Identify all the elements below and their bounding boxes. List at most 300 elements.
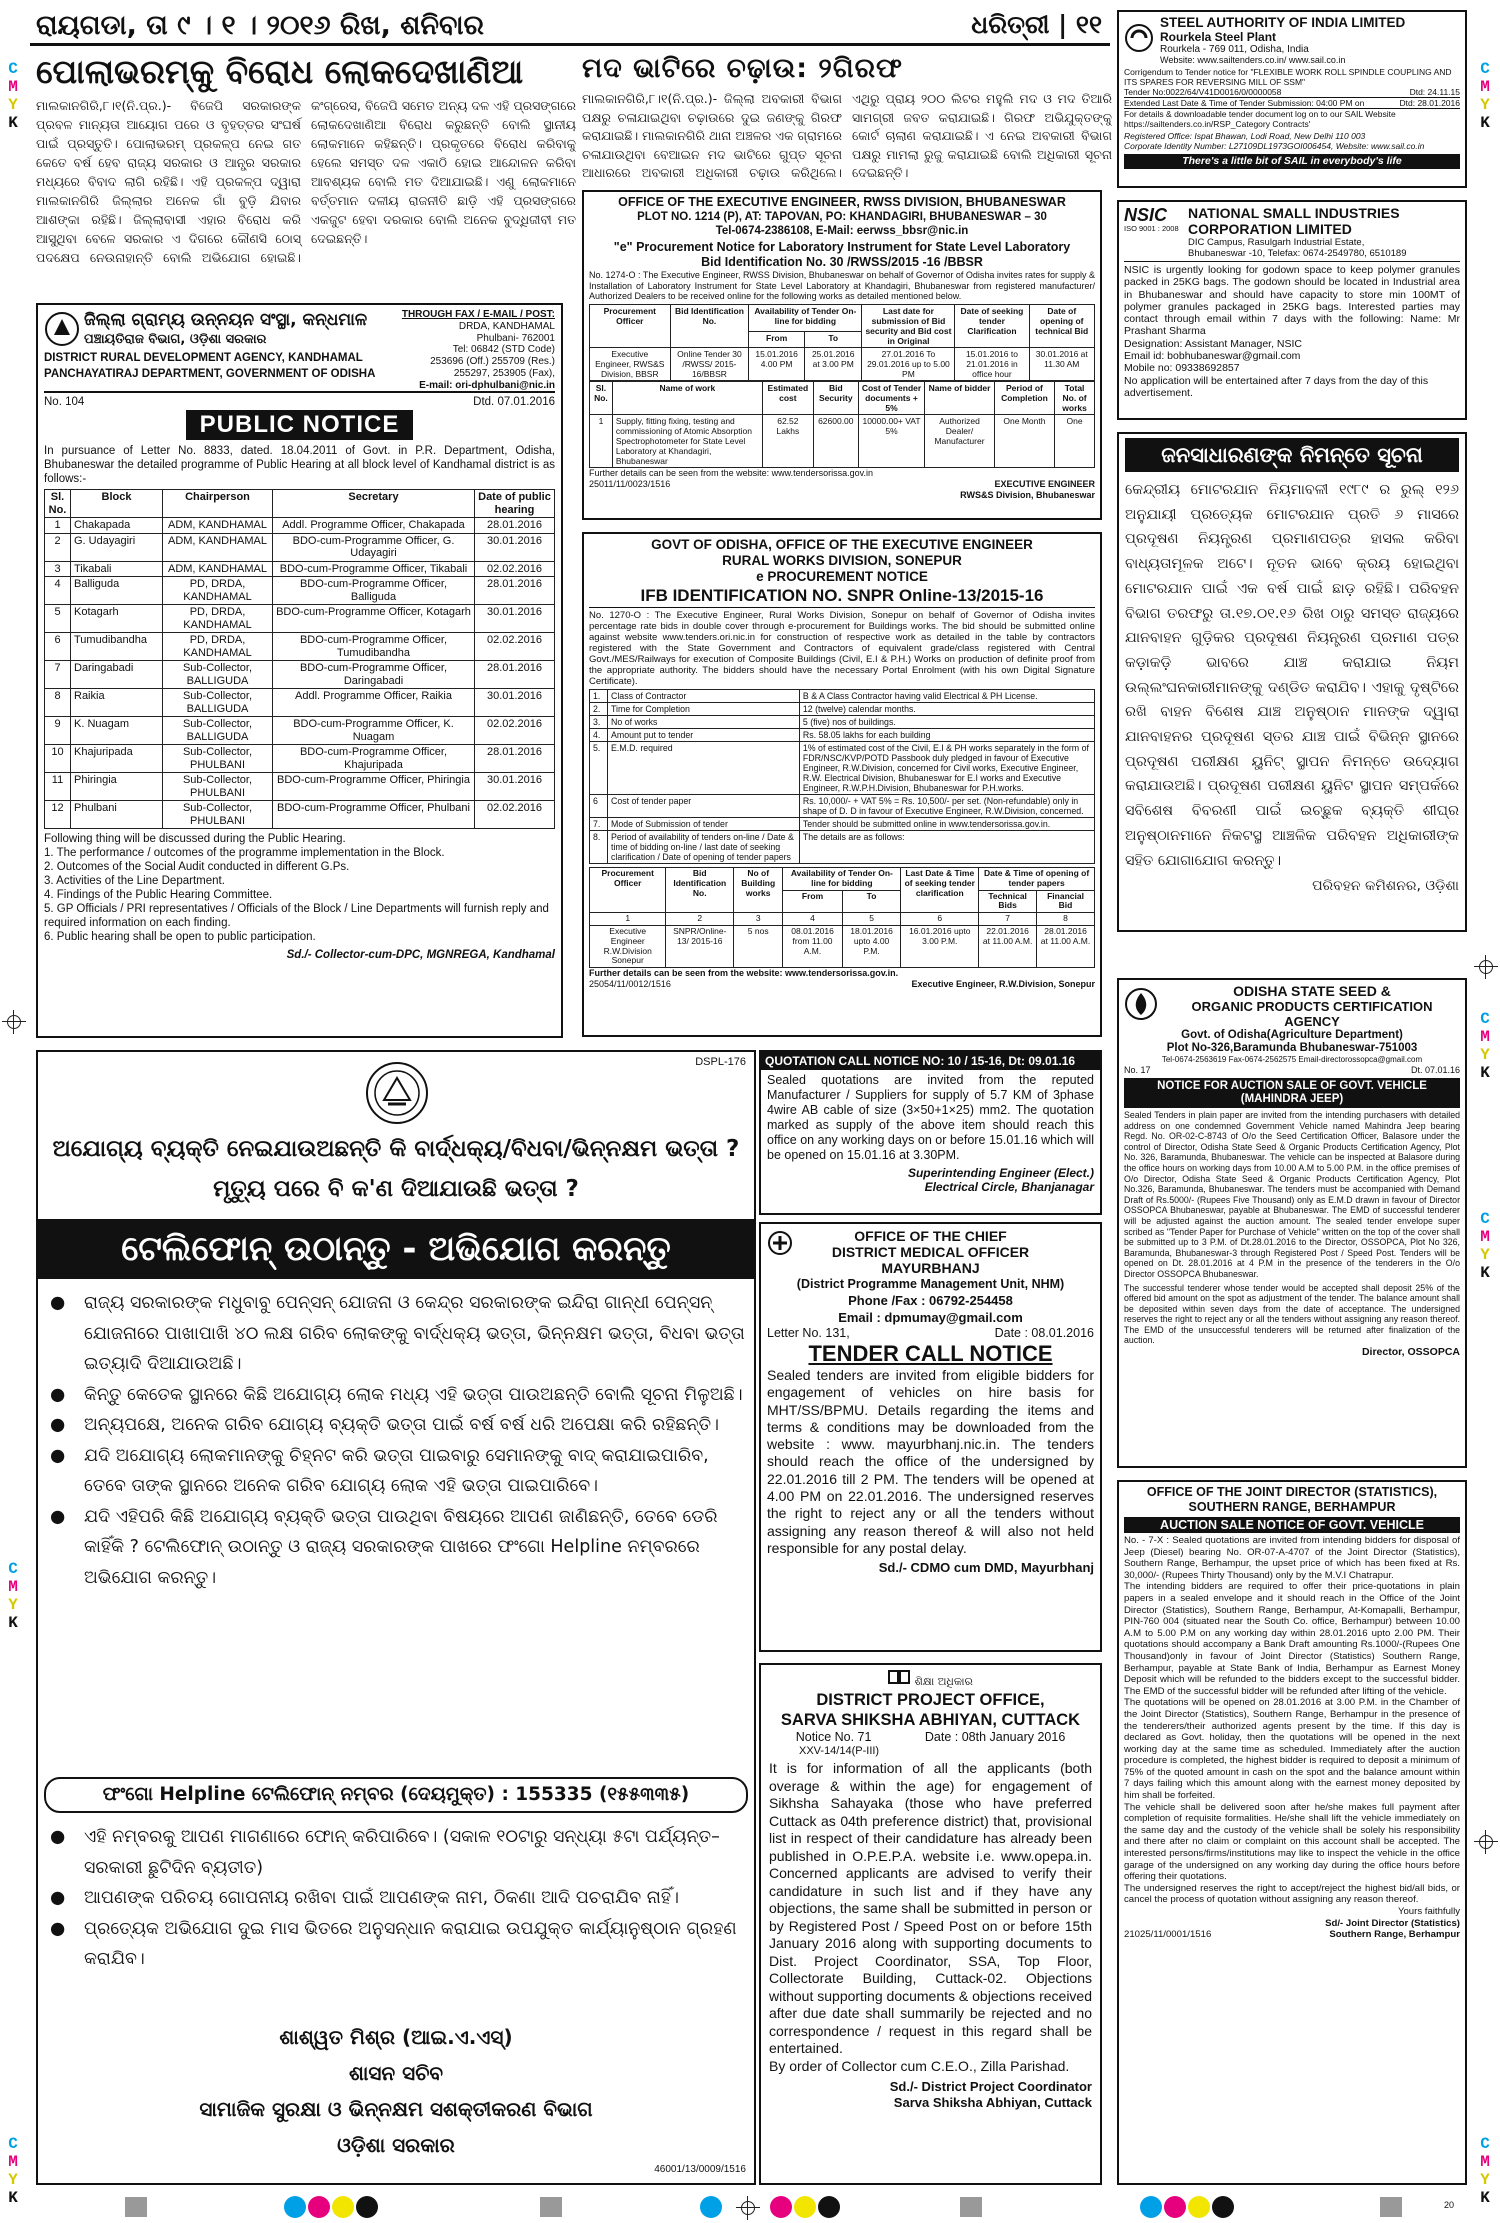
table-cell: BDO-cum-Programme Officer, Tikabali	[273, 561, 475, 577]
table-header: Date of opening of technical Bid	[1029, 304, 1095, 347]
table-cell: Online Tender 30 /RWSS/ 2015-16/BBSR	[670, 347, 749, 380]
drda-signature: Sd./- Collector-cum-DPC, MGNREGA, Kandhamal	[286, 949, 555, 961]
rwd-title-3: e PROCUREMENT NOTICE	[756, 569, 928, 584]
nsic-name-2: CORPORATION LIMITED	[1188, 221, 1352, 237]
ssa-sign-1: Sd./- District Project Coordinator	[889, 2079, 1092, 2094]
table-cell: 8	[45, 689, 71, 717]
magenta-swatch	[770, 2196, 792, 2218]
table-row	[590, 414, 1095, 467]
news-story-liquor-raid	[582, 52, 1112, 180]
table-cell: SNPR/Online-13/ 2015-16	[666, 925, 734, 967]
table-cell: BDO-cum-Programme Officer, Phiringia	[273, 773, 475, 801]
stat-sign-2: Southern Range, Berhampur	[1329, 1929, 1460, 1941]
drda-date: Dtd. 07.01.2016	[473, 396, 555, 408]
cdmo-title-1: OFFICE OF THE CHIEF	[854, 1228, 1007, 1244]
table-row	[590, 831, 1095, 864]
drda-addr-line: 255297, 253905 (Fax),	[453, 367, 555, 379]
table-header: Date & Time of opening of tender papers	[979, 868, 1095, 891]
public-information-notice	[1117, 432, 1467, 932]
table-cell: 3	[45, 561, 71, 577]
table-cell: ADM, KANDHAMAL	[163, 561, 273, 577]
sail-extended: Extended Last Date & Time of Tender Submission: 04:00 PM on	[1124, 98, 1365, 108]
cmyk-mark-right-mid2: C M Y K	[1480, 1210, 1490, 1282]
stat-title-2: SOUTHERN RANGE, BERHAMPUR	[1188, 1500, 1396, 1514]
table-header: Name of work	[612, 381, 762, 414]
nsic-iso: ISO 9001 : 2008	[1124, 224, 1179, 233]
table-cell: Sub-Collector, PHULBANI	[163, 773, 273, 801]
crosshair-mark	[1474, 1830, 1498, 1854]
ssa-ref: XXV-14/14(P-III)	[799, 1745, 880, 1757]
table-cell: 1	[590, 913, 666, 926]
table-cell: 02.02.2016	[475, 633, 555, 661]
table-cell: 1	[45, 518, 71, 534]
news-body: ମାଲକାନଗିରି,୮।୧(ନି.ପ୍ର.)- ବିଜେପି ସରକାରଙ୍କ ପ୍ରବଳ ମାନ୍ୟତା ଆୟୋଗ ପରେ ଓ ବୃହତ୍ତର ସଂଘର୍ଷ ପାଇଁ ପ୍ରସ୍ତୁତି। ପୋଲାଭରମ୍ ପ୍ରକଳ୍ପ ନେଇ ଗତ କେତେ ବର୍ଷ ହେବ ରାଜ୍ୟ ସରକାର ଓ ଆନ୍ଧ୍ର ସରକାର ମଧ୍ୟରେ ବିବାଦ ଲାଗି ରହିଛି। ଏହି ପ୍ରକଳ୍ପ ଦ୍ୱାରା ମାଲକାନଗିରି ଜିଲ୍ଲାର ଅନେକ ଗାଁ ବୁଡ଼ି ଯିବାର ଆଶଙ୍କା ରହିଛି। ଜିଲ୍ଲାବାସୀ ଏହାର ବିରୋଧ କରି ଆସୁଥିବା ବେଳେ ସରକାର ଏ ଦିଗରେ କୌଣସି ଠୋସ୍ ପଦକ୍ଷେପ ନେଉନାହାନ୍ତି ବୋଲି ଅଭିଯୋଗ ହୋଇଛି। କଂଗ୍ରେସ, ବିଜେପି ସମେତ ଅନ୍ୟ ଦଳ ଏହି ପ୍ରସଙ୍ଗରେ ଲୋକଦେଖାଣିଆ ବିରୋଧ କରୁଛନ୍ତି ବୋଲି ସ୍ଥାନୀୟ ଲୋକମାନେ କହିଛନ୍ତି। ପ୍ରକୃତରେ ବିରୋଧ କରିବାକୁ ହେଲେ ସମସ୍ତ ଦଳ ଏକାଠି ହୋଇ ଆନ୍ଦୋଳନ କରିବା ଆବଶ୍ୟକ ବୋଲି ମତ ଦିଆଯାଇଛି। ଏଣୁ ଲୋକମାନେ ବର୍ତ୍ତମାନ ଦଳୀୟ ରାଜନୀତି ଛାଡ଼ି ଏହି ପ୍ରସଙ୍ଗରେ ଏକଜୁଟ ହେବା ଦରକାର ବୋଲି ଅନେକ ବୁଦ୍ଧିଜୀବୀ ମତ ଦେଇଛନ୍ତି।	[36, 98, 576, 265]
magenta-swatch	[308, 2196, 330, 2218]
table-cell: Rs. 58.05 lakhs for each building	[799, 729, 1094, 742]
sail-tagline: There's a little bit of SAIL in everybody's life	[1124, 154, 1460, 169]
table-header: From	[749, 331, 805, 347]
rwss-body: No. 1274-O : The Executive Engineer, RWSS Division, Bhubaneswar on behalf of Governor of Odisha invites rates for supply & Installation of Laboratory Instrument for State Level Laboratory at Khandagiri, Bhubaneswar from registered manufacturer/ Authorized Dealers to be received online for the following works as detailed mentioned below.	[589, 270, 1095, 301]
cdmo-signature: Sd./- CDMO cum DMD, Mayurbhanj	[878, 1560, 1094, 1576]
drda-title-oriya: ଜିଲ୍ଲା ଗ୍ରାମ୍ୟ ଉନ୍ନୟନ ସଂସ୍ଥା, କନ୍ଧମାଳ	[84, 310, 368, 330]
table-header: From	[783, 890, 842, 913]
table-cell: 11	[45, 773, 71, 801]
drda-points	[44, 846, 555, 944]
sail-details: For details & downloadable tender document log on to our SAIL Website https://sailtenders.co.in/RSP_Category Contracts'	[1124, 109, 1396, 129]
ossopca-number: No. 17	[1124, 1065, 1151, 1075]
rwd-sonepur-notice	[582, 532, 1102, 1037]
table-cell: One Month	[994, 414, 1054, 467]
quotation-sign-2: Electrical Circle, Bhanjanagar	[924, 1180, 1094, 1194]
table-cell: 7	[979, 913, 1037, 926]
rwss-title: OFFICE OF THE EXECUTIVE ENGINEER, RWSS DIVISION, BHUBANESWAR	[618, 195, 1066, 209]
list-item: ● ଯଦି ଏହିପରି କିଛି ଅଯୋଗ୍ୟ ବ୍ୟକ୍ତି ଭତ୍ତା ପାଉଥିବା ବିଷୟରେ ଆପଣ ଜାଣିଛନ୍ତି, ତେବେ ଡେରି କାହିଁକି ? ଟେଲିଫୋନ୍ ଉଠାନ୍ତୁ ଓ ରାଜ୍ୟ ସରକାରଙ୍କ ପାଖରେ ଫଂଗୋ Helpline ନମ୍ବରରେ ଅଭିଯୋଗ କରନ୍ତୁ।	[42, 1502, 748, 1594]
table-header: Procurement Officer	[590, 868, 666, 913]
news-headline: ପୋଲାଭରମ୍‌କୁ ବିରୋଧ ଲୋକଦେଖାଣିଆ	[36, 52, 524, 91]
table-cell: ADM, KANDHAMAL	[163, 518, 273, 534]
drda-emblem-icon	[44, 311, 80, 347]
table-cell: Amount put to tender	[608, 729, 800, 742]
quotation-sign-1: Superintending Engineer (Elect.)	[907, 1166, 1094, 1180]
table-cell: Period of availability of tenders on-line / Date & time of bidding on-line / last date of seeking clarification / Date of opening of tender papers	[608, 831, 800, 864]
ossopca-body-1: Sealed Tenders in plain paper are invited from the intending purchasers with detailed address on one condemned Government Vehicle named Mahindra Jeep bearing Regd. No. OR-02-C-8743 of O/o the Seed Certification Officer, Balasore under the control of Director, Odisha State Seed & Organic Products Certification Agency, Plot No. 326, Baramunda, Bhubaneswar. The vehicle can be inspected at Balasore during the office hours on working days from 10.00 A.M to 5.00 P.M. in the office premises of O/o Director, Odisha State Seed & Organic Products Certification Agency, Plot No.326, Baramunda, Bhubaneswar. The tenders must be accompanied with Demand Draft of Rs.5000/- (Rupees Five Thousand) only as E.M.D drawn in favour of Director OSSOPCA Bhubaneswar, payable at Bhubaneswar. The EMD of successful tenderer will be adjusted against the auction amount. The sealed tender envelope super scribed as "Tender Paper for Purchase of Vehicle" written on the top of the cover shall be submitted up to 3 P.M. of Dt.28.01.2016 to the Director, OSSOPCA, Plot No 326, Baramunda, Bhubaneswar-3 through Registered Post / Speed Post. Tenders will be opened on Dt. 28.01.2016 at 4 P.M in the presence of the tenderers in the O/o Director OSSOPCA Bhubaneswar.	[1124, 1110, 1460, 1279]
ssa-sign-2: Sarva Shiksha Abhiyan, Cuttack	[893, 2095, 1092, 2110]
list-item: ● କିନ୍ତୁ କେତେକ ସ୍ଥାନରେ କିଛି ଅଯୋଗ୍ୟ ଲୋକ ମଧ୍ୟ ଏହି ଭତ୍ତା ପାଉଅଛନ୍ତି ବୋଲି ସୂଚନା ମିଳୁଅଛି।	[42, 1380, 748, 1411]
ossopca-tel: Tel-0674-2563619 Fax-0674-2562575 Email-directorossopca@gmail.com	[1161, 1055, 1423, 1064]
table-row	[45, 661, 555, 689]
cmyk-mark-left-top: C M Y K	[8, 60, 18, 132]
table-row	[45, 633, 555, 661]
rwd-body: No. 1270-O : The Executive Engineer, Rural Works Division, Sonepur on behalf of Governor of Odisha invites percentage rate bids in double cover through e-procurement for Buildings works. The bid should be submitted online against website www.tenders.ori.nic.in for construction of respective work as detailed in the table by contractors registered with the State Government and Contractors of equivalent grade/class registered with Central Govt./MES/Railways for execution of Composite Buildings (Civil, E.I & P.H.) Works on production of definite proof from the appropriate authority. The bidders should have the necessary Portal Enrolment (with his own Digital Signature Certificate).	[589, 610, 1095, 687]
cdmo-emblem-icon	[767, 1230, 793, 1261]
table-cell: 62600.00	[813, 414, 858, 467]
table-cell: Daringabadi	[71, 661, 163, 689]
table-cell: BDO-cum-Programme Officer, Phulbani	[273, 801, 475, 829]
list-item: ● ରାଜ୍ୟ ସରକାରଙ୍କ ମଧୁବାବୁ ପେନ୍‌ସନ୍ ଯୋଜନା ଓ କେନ୍ଦ୍ର ସରକାରଙ୍କ ଇନ୍ଦିରା ଗାନ୍ଧୀ ପେନ୍‌ସନ୍ ଯୋଜନାରେ ପାଖାପାଖି ୪୦ ଲକ୍ଷ ଗରିବ ଲୋକଙ୍କୁ ବାର୍ଦ୍ଧକ୍ୟ ଭତ୍ତା, ଭିନ୍ନକ୍ଷମ ଭତ୍ତା, ବିଧବା ଭତ୍ତା ଇତ୍ୟାଦି ଦିଆଯାଉଅଛି।	[42, 1288, 748, 1380]
ossopca-auction-notice	[1117, 978, 1467, 1468]
table-cell: BDO-cum-Programme Officer, Daringabadi	[273, 661, 475, 689]
table-row	[590, 729, 1095, 742]
table-header: Date of seeking tender Clarification	[955, 304, 1029, 347]
cyan-swatch	[700, 2196, 722, 2218]
ssa-order: By order of Collector cum C.E.O., Zilla Parishad.	[769, 2057, 1070, 2074]
cdmo-letter: Letter No. 131,	[767, 1326, 850, 1340]
rwd-title-1: GOVT OF ODISHA, OFFICE OF THE EXECUTIVE ENGINEER	[651, 537, 1033, 552]
cdmo-email[interactable]: Email : dpmumay@gmail.com	[838, 1310, 1023, 1325]
table-header: To	[805, 331, 862, 347]
table-cell: 15.01.2016 4.00 PM	[749, 347, 805, 380]
ossopca-notice-title: NOTICE FOR AUCTION SALE OF GOVT. VEHICLE (MAHINDRA JEEP)	[1124, 1078, 1460, 1108]
table-header: Sl. No.	[45, 490, 71, 518]
stat-title-1: OFFICE OF THE JOINT DIRECTOR (STATISTICS),	[1146, 1485, 1438, 1499]
drda-following: Following thing will be discussed during the Public Hearing.	[44, 833, 346, 845]
table-header: Estimated cost	[762, 381, 813, 414]
cdmo-program: (District Programme Management Unit, NHM)	[796, 1277, 1065, 1291]
table-row	[590, 795, 1095, 818]
table-cell: Sub-Collector, BALLIGUDA	[163, 689, 273, 717]
table-row	[45, 577, 555, 605]
list-item: 2. Outcomes of the Social Audit conducted in different G.Ps.	[44, 861, 350, 873]
black-swatch	[1212, 2196, 1234, 2218]
sail-reg-office: Registered Office: Ispat Bhawan, Lodi Road, New Delhi 110 003	[1124, 131, 1366, 141]
odisha-emblem-icon	[364, 1060, 430, 1126]
black-swatch	[356, 2196, 378, 2218]
sail-url: Website: www.sailtenders.co.in/ www.sail.co.in	[1160, 55, 1346, 65]
table-cell: 30.01.2016 at 11.30 AM	[1029, 347, 1095, 380]
table-cell: 2	[666, 913, 734, 926]
news-body: ମାଲକାନଗିରି,୮।୧(ନି.ପ୍ର.)- ଜିଲ୍ଲା ଅବକାରୀ ବିଭାଗ ପକ୍ଷରୁ ଚଳାଯାଇଥିବା ଚଢ଼ାଉରେ ଦୁଇ ଜଣଙ୍କୁ ଗିରଫ କରାଯାଇଛି। ମାଲକାନଗିରି ଥାନା ଅଞ୍ଚଳର ଏକ ଗ୍ରାମରେ ଚଳାଯାଉଥିବା ବେଆଇନ ମଦ ଭାଟିରେ ଗୁପ୍ତ ସୂଚନା ଆଧାରରେ ଅବକାରୀ ଅଧିକାରୀ ଚଢ଼ାଉ କରିଥିଲେ। ଏଥିରୁ ପ୍ରାୟ ୨୦୦ ଲିଟର ମହୁଲି ମଦ ଓ ମଦ ତିଆରି ସାମଗ୍ରୀ ଜବତ କରାଯାଇଛି। ଗିରଫ ଅଭିଯୁକ୍ତଙ୍କୁ କୋର୍ଟ ଚାଲାଣ କରାଯାଇଛି। ଏ ନେଇ ଅବକାରୀ ବିଭାଗ ପକ୍ଷରୁ ମାମଲା ରୁଜୁ କରାଯାଇଛି ବୋଲି ଅଧିକାରୀ ସୂଚନା ଦେଇଛନ୍ତି।	[582, 91, 1112, 180]
rwss-address: PLOT NO. 1214 (P), AT: TAPOVAN, PO: KHANDAGIRI, BHUBANESWAR – 30	[637, 211, 1047, 223]
yellow-swatch	[332, 2196, 354, 2218]
table-row	[590, 913, 1095, 926]
ossopca-logo-icon	[1124, 987, 1158, 1026]
table-cell: Tumudibandha	[71, 633, 163, 661]
gray-bar	[1380, 2197, 1402, 2217]
table-cell: 4	[45, 577, 71, 605]
ossopca-govt: Govt. of Odisha(Agriculture Department)	[1181, 1029, 1403, 1041]
table-cell: Sub-Collector, PHULBANI	[163, 745, 273, 773]
table-header: To	[842, 890, 901, 913]
list-item: ● ଏହି ନମ୍ବରକୁ ଆପଣ ମାଗଣାରେ ଫୋନ୍ କରିପାରିବେ। (ସକାଳ ୧୦ଟାରୁ ସନ୍ଧ୍ୟା ୫ଟା ପର୍ଯ୍ୟନ୍ତ–ସରକାରୀ ଛୁଟିଦିନ ବ୍ୟତୀତ)	[42, 1822, 748, 1883]
table-cell: 4	[783, 913, 842, 926]
table-header: Period of Completion	[994, 381, 1054, 414]
table-cell: 7	[45, 661, 71, 689]
table-header: Last Date & Time of seeking tender clarification	[901, 868, 979, 913]
table-cell: Sub-Collector, BALLIGUDA	[163, 717, 273, 745]
crosshair-mark	[2, 1010, 26, 1034]
ssa-body: It is for information of all the applicants (both overage & within the age) for engagement of Sikhsha Sahayaka (those who have preferred Cuttack as 04th preference district) that, provisional list in respect of their candidature has already been published in O.P.E.P.A. website i.e. www.opepa.in. Concerned applicants are advised to verify their candidature in such list and if they have any objections, the same shall be submitted in person or by Registered Post / Speed Post on or before 15th January 2016 along with supporting documents to Dist. Project Coordinator, SSA, Top Floor, Collectorate Building, Cuttack-02. Objections without supporting documents & objections received after due date shall summarily be rejected and no correspondence / request in this regard shall be entertained.	[769, 1760, 1092, 2056]
table-cell: 2	[45, 533, 71, 561]
table-cell: 12 (twelve) calendar months.	[799, 703, 1094, 716]
drda-hearing-table	[44, 489, 555, 829]
table-cell: Authorized Dealer/ Manufacturer	[925, 414, 994, 467]
nsic-email[interactable]: Email id: bobhubaneswar@gmail.com	[1124, 350, 1301, 363]
table-cell: 28.01.2016	[475, 577, 555, 605]
table-cell: Kotagarh	[71, 605, 163, 633]
ssa-title-2: SARVA SHIKSHA ABHIYAN, CUTTACK	[780, 1711, 1081, 1729]
table-cell: 7.	[590, 818, 608, 831]
magenta-swatch	[1164, 2196, 1186, 2218]
nsic-name-1: NATIONAL SMALL INDUSTRIES	[1188, 205, 1400, 221]
table-header: Secretary	[273, 490, 475, 518]
table-cell: Tender should be submitted online in www.tendersorissa.gov.in.	[799, 818, 1094, 831]
table-cell: 30.01.2016	[475, 773, 555, 801]
table-cell: 22.01.2016 at 11.00 A.M.	[979, 925, 1037, 967]
sail-corrigendum-text: Corrigendum to Tender notice for "FLEXIBLE WORK ROLL SPINDLE COUPLING AND ITS SPARES FOR REVERSING MILL OF SSM"	[1124, 67, 1452, 87]
sail-logo-icon	[1124, 23, 1154, 58]
table-cell: BDO-cum-Programme Officer, G. Udayagiri	[273, 533, 475, 561]
pension-code-top: DSPL-176	[695, 1056, 746, 1068]
sail-corrigendum	[1117, 10, 1467, 188]
table-header: Date of public hearing	[475, 490, 555, 518]
table-cell: 25.01.2016 at 3.00 PM	[805, 347, 862, 380]
pension-banner: ଟେଲିଫୋନ୍ ଉଠାନ୍ତୁ - ଅଭିଯୋଗ କରନ୍ତୁ	[38, 1219, 754, 1279]
rwss-bid-id: Bid Identification No. 30 /RWSS/2015 -16 /BBSR	[701, 255, 983, 269]
table-cell: Class of Contractor	[608, 690, 800, 703]
table-cell: Cost of tender paper	[608, 795, 800, 818]
table-cell: 1.	[590, 690, 608, 703]
table-header: Bid Security	[813, 381, 858, 414]
table-cell: 5	[45, 605, 71, 633]
table-cell: 02.02.2016	[475, 801, 555, 829]
table-cell: B & A Class Contractor having valid Electrical & PH License.	[799, 690, 1094, 703]
table-cell: 9	[45, 717, 71, 745]
table-row	[590, 703, 1095, 716]
table-cell: Executive Engineer R.W.Division Sonepur	[590, 925, 666, 967]
drda-through: THROUGH FAX / E-MAIL / POST:	[401, 309, 555, 320]
table-cell: 3.	[590, 716, 608, 729]
rwd-code: 25054/11/0012/1516	[589, 979, 671, 990]
drda-addr-line: Phulbani- 762001	[476, 332, 555, 344]
list-item: 5. GP Officials / PRI representatives / Officials of the Block / Line Departments will furnish reply and required information on each finding.	[44, 903, 549, 929]
cdmo-title-2: DISTRICT MEDICAL OFFICER	[831, 1244, 1030, 1260]
table-row	[590, 347, 1095, 380]
page-header	[30, 6, 1110, 46]
pension-helpline-advertisement	[36, 1050, 756, 2185]
table-cell: 8	[1037, 913, 1095, 926]
ssa-notice-no: Notice No. 71	[795, 1730, 872, 1744]
list-item: 1. The performance / outcomes of the programme implementation in the Block.	[44, 847, 445, 859]
ossopca-title-1: ODISHA STATE SEED &	[1233, 983, 1391, 999]
ossopca-body-2: The successful tenderer whose tender would be accepted shall deposit 25% of the offered bid amount on the spot as adjustment of the tender. The balance amount shall be deposited within seven days from the date of acceptance. The undersigned reserves the right to reject any or all the tenders without assigning any reason thereof. The EMD of the unsuccessful tenderers will be returned after finalization of the auction.	[1124, 1282, 1460, 1346]
table-cell: Chakapada	[71, 518, 163, 534]
table-cell: BDO-cum-Programme Officer, Khajuripada	[273, 745, 475, 773]
cdmo-tender-notice	[759, 1222, 1102, 1652]
rwss-sign-1: EXECUTIVE ENGINEER	[994, 478, 1095, 489]
table-cell: Phulbani	[71, 801, 163, 829]
table-cell: 15.01.2016 to 21.01.2016 in office hour	[955, 347, 1029, 380]
table-cell: 6	[590, 795, 608, 818]
cmyk-mark-left-mid: C M Y K	[8, 1560, 18, 1632]
table-cell: Rs. 10,000/- + VAT 5% = Rs. 10,500/- per set. (Non-refundable) only in shape of D. D in favour of Executive Engineer, R.W.Division, concerned.	[799, 795, 1094, 818]
sail-address: Rourkela - 769 011, Odisha, India	[1160, 44, 1309, 55]
table-header: Last date for submission of Bid security and Bid cost in Original	[862, 304, 955, 347]
table-header: Bid Identification No.	[666, 868, 734, 913]
table-row	[45, 801, 555, 829]
list-item: ● ଯଦି ଅଯୋଗ୍ୟ ଲୋକମାନଙ୍କୁ ଚିହ୍ନଟ କରି ଭତ୍ତା ପାଇବାରୁ ସେମାନଙ୍କୁ ବାଦ୍ କରାଯାଇପାରିବ, ତେବେ ତାଙ୍କ ସ୍ଥାନରେ ଅନେକ ଗରିବ ଯୋଗ୍ୟ ଲୋକ ଏହି ଭତ୍ତା ପାଇପାରିବେ।	[42, 1441, 748, 1502]
drda-subtitle-oriya: ପଞ୍ଚାୟତିରାଜ ବିଭାଗ, ଓଡ଼ିଶା ସରକାର	[84, 332, 267, 347]
rwd-schedule-table	[589, 867, 1095, 968]
table-row	[590, 690, 1095, 703]
table-row	[590, 716, 1095, 729]
table-header: Availability of Tender On-line for bidding	[749, 304, 862, 331]
cyan-swatch	[1140, 2196, 1162, 2218]
drda-subtitle-english: PANCHAYATIRAJ DEPARTMENT, GOVERNMENT OF ODISHA	[44, 368, 376, 380]
table-cell: 18.01.2016 upto 4.00 P.M.	[842, 925, 901, 967]
pension-bullets-2	[42, 1822, 748, 1975]
table-cell: 6	[901, 913, 979, 926]
public-info-signature: ପରିବହନ କମିଶନର, ଓଡ଼ିଶା	[1312, 878, 1459, 895]
stat-code: 21025/11/0001/1516	[1124, 1929, 1212, 1941]
drda-public-notice	[36, 303, 563, 1038]
table-cell: The details are as follows:	[799, 831, 1094, 864]
table-cell: 02.02.2016	[475, 561, 555, 577]
table-cell: 1	[590, 414, 613, 467]
drda-addr-line: 253696 (Off.) 255709 (Res.)	[430, 356, 555, 368]
header-page-label: ଧରିତ୍ରୀ | ୧୧	[971, 10, 1102, 39]
sail-cin: Corporate Identity Number: L27109DL1973GOI006454, Website: www.sail.co.in	[1124, 141, 1425, 151]
sail-name: STEEL AUTHORITY OF INDIA LIMITED	[1160, 15, 1406, 30]
ssa-notice	[759, 1663, 1102, 2185]
table-cell: One	[1055, 414, 1095, 467]
cdmo-phone: Phone /Fax : 06792-254458	[848, 1293, 1013, 1308]
sail-tender-no: Tender No:0022/64/V41D0016/0/0000058	[1124, 87, 1282, 97]
ossopca-signature: Director, OSSOPCA	[1361, 1346, 1460, 1359]
table-cell: ADM, KANDHAMAL	[163, 533, 273, 561]
table-row	[45, 605, 555, 633]
nsic-note: No application will be entertained after 7 days from the day of this advertisement.	[1124, 374, 1429, 399]
table-row	[45, 745, 555, 773]
table-cell: G. Udayagiri	[71, 533, 163, 561]
gray-bar	[960, 2197, 982, 2217]
nsic-address-2: Bhubaneswar -10, Telefax: 0674-2549780, 6510189	[1188, 248, 1407, 259]
cdmo-body: Sealed tenders are invited from eligible bidders for engagement of vehicles on hire basis for MHT/SS/BPMU. Details regarding the items and terms & conditions may be downloaded from the website : www. mayurbhanj.nic.in. The tenders should reach the office of the undersigned by 22.01.2016 till 2 PM. The tenders will be opened at 4.00 PM on 22.01.2016. The undersigned reserves the right to reject any or all the tenders without assigning any reason thereof & will also not held responsible for any postal delay.	[767, 1367, 1094, 1556]
table-cell: No of works	[608, 716, 800, 729]
table-cell: BDO-cum-Programme Officer, Tumudibandha	[273, 633, 475, 661]
table-cell: E.M.D. required	[608, 742, 800, 795]
table-header: Financial Bid	[1037, 890, 1095, 913]
public-info-title: ଜନସାଧାରଣଙ୍କ ନିମନ୍ତେ ସୂଚନା	[1125, 438, 1459, 472]
stat-notice-title: AUCTION SALE NOTICE OF GOVT. VEHICLE	[1124, 1517, 1460, 1533]
rwss-table-2	[589, 381, 1095, 468]
table-header: No of Building works	[734, 868, 783, 913]
rwd-title-2: RURAL WORKS DIVISION, SONEPUR	[722, 553, 962, 568]
table-cell: Mode of Submission of tender	[608, 818, 800, 831]
table-row	[45, 561, 555, 577]
rwd-footer: Further details can be seen from the website: www.tendersorissa.gov.in.	[589, 968, 899, 979]
rwd-items-table	[589, 689, 1095, 864]
header-date: ରାୟଗଡା, ତା ୯ । ୧ । ୨୦୧୬ ରିଖ, ଶନିବାର	[36, 10, 485, 41]
nsic-mobile: Mobile no: 09338692857	[1124, 362, 1240, 375]
table-cell: BDO-cum-Programme Officer, Balliguda	[273, 577, 475, 605]
table-cell: 8.	[590, 831, 608, 864]
table-cell: Supply, fitting fixing, testing and commissioning of Atomic Absorption Spectrophotometer for State Level Laboratory at Khandagiri, Bhubaneswar	[612, 414, 762, 467]
table-cell: 28.01.2016	[475, 661, 555, 689]
table-header: Chairperson	[163, 490, 273, 518]
table-cell: 5 nos	[734, 925, 783, 967]
drda-email[interactable]: E-mail: ori-dphulbani@nic.in	[419, 379, 555, 391]
table-cell: Khajuripada	[71, 745, 163, 773]
table-row	[590, 818, 1095, 831]
table-cell: PD, DRDA, KANDHAMAL	[163, 633, 273, 661]
pension-sign-department: ସାମାଜିକ ସୁରକ୍ଷା ଓ ଭିନ୍ନକ୍ଷମ ସଶକ୍ତୀକରଣ ବିଭାଗ	[199, 2097, 593, 2121]
ossopca-plot: Plot No-326,Baramunda Bhubaneswar-751003	[1166, 1042, 1418, 1054]
nsic-logo: NSIC	[1124, 205, 1168, 225]
crosshair-mark	[736, 2196, 760, 2220]
table-cell: Raikia	[71, 689, 163, 717]
list-item: ● ଆପଣଙ୍କ ପରିଚୟ ଗୋପନୀୟ ରଖିବା ପାଇଁ ଆପଣଙ୍କ ନାମ, ଠିକଣା ଆଦି ପଚରାଯିବ ନାହିଁ।	[42, 1883, 748, 1914]
table-cell: Sub-Collector, BALLIGUDA	[163, 661, 273, 689]
table-cell: BDO-cum-Programme Officer, K. Nuagam	[273, 717, 475, 745]
table-cell: 10	[45, 745, 71, 773]
table-row	[45, 533, 555, 561]
table-cell: PD, DRDA, KANDHAMAL	[163, 577, 273, 605]
pension-question-2: ମୃତ୍ୟୁ ପରେ ବି କ'ଣ ଦିଆଯାଉଛି ଭତ୍ତା ?	[213, 1176, 579, 1202]
cdmo-notice-title: TENDER CALL NOTICE	[808, 1341, 1053, 1366]
table-header: Sl. No.	[590, 381, 613, 414]
table-cell: PD, DRDA, KANDHAMAL	[163, 605, 273, 633]
table-cell: Executive Engineer, RWS&S Division, BBSR	[590, 347, 671, 380]
list-item: 3. Activities of the Line Department.	[44, 875, 225, 887]
footer-code: 20	[1444, 2200, 1455, 2210]
table-cell: BDO-cum-Programme Officer, Kotagarh	[273, 605, 475, 633]
table-row	[45, 773, 555, 801]
statistics-auction-notice	[1117, 1480, 1467, 2185]
pension-question-1: ଅଯୋଗ୍ୟ ବ୍ୟକ୍ତି ନେଇଯାଉଅଛନ୍ତି କି ବାର୍ଦ୍ଧକ୍ୟ/ବିଧବା/ଭିନ୍ନକ୍ଷମ ଭତ୍ତା ?	[52, 1136, 740, 1162]
ssa-date: Date : 08th January 2016	[924, 1730, 1066, 1744]
table-cell: 4.	[590, 729, 608, 742]
drda-number: No. 104	[44, 396, 85, 408]
table-cell: 28.01.2016 at 11.00 A.M.	[1037, 925, 1095, 967]
pension-helpline: ଫଂଗୋ Helpline ଟେଲିଫୋନ୍ ନମ୍ବର (ଦେୟମୁକ୍ତ) : 155335 (୧୫୫୩୩୫)	[44, 1777, 748, 1813]
quotation-title: QUOTATION CALL NOTICE NO: 10 / 15-16, Dt: 09.01.16	[761, 1052, 1100, 1070]
table-cell: Balliguda	[71, 577, 163, 605]
table-row	[45, 689, 555, 717]
table-row	[45, 717, 555, 745]
stat-sign-1: Sd/- Joint Director (Statistics)	[1325, 1917, 1460, 1929]
table-header: Cost of Tender documents + 5%	[858, 381, 925, 414]
ssa-logo	[769, 1669, 1092, 1690]
news-headline: ମଦ ଭାଟିରେ ଚଢ଼ାଉ: ୨ଗିରଫ	[582, 53, 903, 84]
table-cell: 28.01.2016	[475, 518, 555, 534]
table-cell: 30.01.2016	[475, 533, 555, 561]
list-item: 4. Findings of the Public Hearing Committee.	[44, 889, 273, 901]
list-item: ● ପ୍ରତ୍ୟେକ ଅଭିଯୋଗ ଦୁଇ ମାସ ଭିତରେ ଅନୁସନ୍ଧାନ କରାଯାଇ ଉପଯୁକ୍ତ କାର୍ଯ୍ୟାନୁଷ୍ଠାନ ଗ୍ରହଣ କରାଯିବ।	[42, 1914, 748, 1975]
rwd-signature: Executive Engineer, R.W.Division, Sonepur	[911, 979, 1095, 990]
table-header: Procurement Officer	[590, 304, 671, 347]
nsic-advertisement	[1117, 200, 1467, 420]
rwss-sign-2: RWS&S Division, Bhubaneswar	[960, 489, 1095, 500]
pension-sign-govt: ଓଡ଼ିଶା ସରକାର	[337, 2133, 455, 2157]
cmyk-mark-right-bottom: C M Y K	[1480, 2135, 1490, 2207]
cyan-swatch	[284, 2196, 306, 2218]
table-cell: Phiringia	[71, 773, 163, 801]
table-cell: 62.52 Lakhs	[762, 414, 813, 467]
table-header: Name of bidder	[925, 381, 994, 414]
drda-title-english: DISTRICT RURAL DEVELOPMENT AGENCY, KANDHAMAL	[44, 352, 363, 364]
quotation-call-notice	[759, 1050, 1102, 1215]
yellow-swatch	[794, 2196, 816, 2218]
list-item: 6. Public hearing shall be open to public participation.	[44, 931, 316, 943]
drda-intro: In pursuance of Letter No. 8833, dated. 18.04.2011 of Govt. in P.R. Department, Odisha, Bhubaneswar the detailed programme of Public Hearing at all block level of Kandhamal district is as follows:-	[44, 445, 555, 485]
cmyk-mark-right-mid: C M Y K	[1480, 1010, 1490, 1082]
quotation-body: Sealed quotations are invited from the reputed Manufacturer / Suppliers for supply of 5.7 KM of 3phase 4wire AB cable of size (3×50+1×25) mm2. The quotation marked as supply of the above item should reach this office on any working days on or before 15.01.16 which will be opened on 15.01.16 at 3.30PM.	[767, 1073, 1094, 1162]
table-header: Total No. of works	[1055, 381, 1095, 414]
table-cell: 28.01.2016	[475, 745, 555, 773]
sail-extended-date: Dtd: 28.01.2016	[1399, 98, 1460, 108]
rwss-tel: Tel-0674-2386108, E-Mail: eerwss_bbsr@nic.in	[715, 225, 969, 237]
table-header: Technical Bids	[979, 890, 1037, 913]
